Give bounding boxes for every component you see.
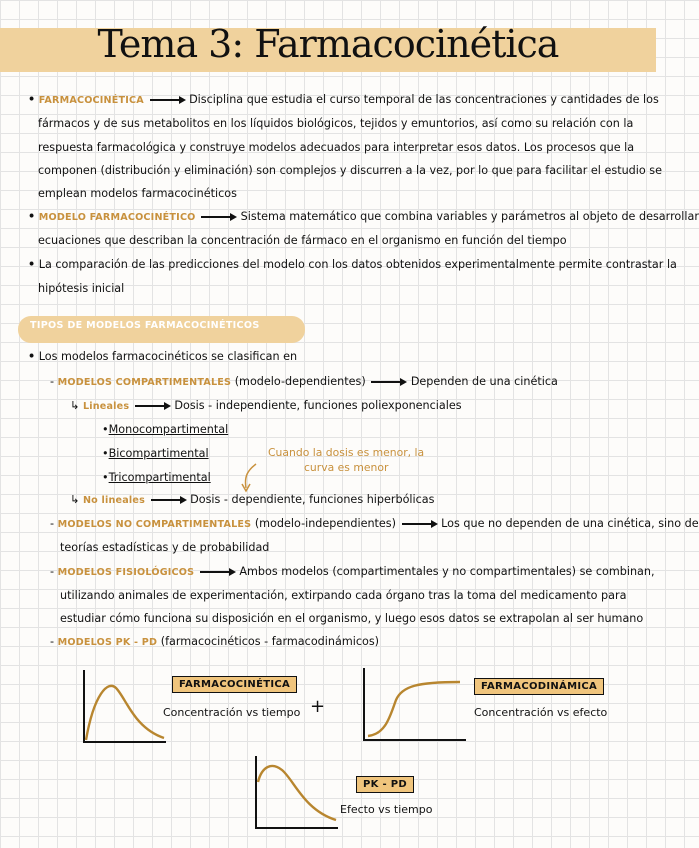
pk-curve-graph: [80, 666, 170, 746]
annotation-note: Cuando la dosis es menor, la curva es menor: [268, 446, 425, 474]
arrow-icon: [200, 571, 234, 573]
pkpd-caption: Efecto vs tiempo: [340, 803, 433, 816]
clasificacion-text: • Los modelos farmacocinéticos se clasifican en: [28, 350, 298, 363]
pkpd-label: PK - PD: [356, 776, 414, 793]
plus-sign: +: [310, 696, 326, 717]
modelo-definition: • MODELO FARMACOCINÉTICO Sistema matemático que combina variables y parámetros al objeto de desarrollar: [28, 210, 699, 223]
text-line: fármacos y de sus metabolitos en los líquidos biológicos, tejidos y emuntorios, así como su relación con la: [38, 117, 634, 130]
pd-label: FARMACODINÁMICA: [474, 678, 604, 695]
arrow-icon: [371, 381, 405, 383]
text-line: componen (distribución y eliminación) son complejos y discurren a la vez, por lo que para facilitar el estudio se: [38, 164, 662, 177]
modelo-keyword: MODELO FARMACOCINÉTICO: [38, 212, 196, 223]
section-title: TIPOS DE MODELOS FARMACOCINÉTICOS: [30, 320, 260, 331]
text-line: ecuaciones que describan la concentración de fármaco en el organismo en función del tiempo: [38, 234, 567, 247]
pd-curve-graph: [360, 664, 470, 744]
text-line: estudiar cómo funciona su disposición en el organismo, y luego esos datos se extrapolan al ser humano: [60, 612, 644, 625]
arrow-icon: [135, 405, 169, 407]
arrow-icon: [151, 499, 185, 501]
text-line: emplean modelos farmacocinéticos: [38, 187, 237, 200]
lineales-item: ↳ Lineales Dosis - independiente, funciones poliexponenciales: [70, 399, 462, 412]
page-title: Tema 3: Farmacocinética: [97, 22, 559, 66]
compartimentales-item: - MODELOS COMPARTIMENTALES (modelo-dependientes) Dependen de una cinética: [50, 375, 558, 388]
monocompartimental-item: •Monocompartimental: [102, 423, 229, 436]
sub-arrow-icon: ↳: [70, 493, 80, 506]
comparacion-text: • La comparación de las predicciones del modelo con los datos obtenidos experimentalmente permite contrastar la: [28, 258, 677, 271]
sub-arrow-icon: ↳: [70, 399, 80, 412]
text-line: teorías estadísticas y de probabilidad: [60, 541, 270, 554]
pk-label: FARMACOCINÉTICA: [172, 676, 297, 693]
text-line: hipótesis inicial: [38, 282, 125, 295]
pkpd-item: - MODELOS PK - PD (farmacocinéticos - farmacodinámicos): [50, 635, 380, 648]
pkpd-curve-graph: [252, 752, 342, 832]
tricompartimental-item: •Tricompartimental: [102, 471, 211, 484]
bicompartimental-item: •Bicompartimental: [102, 447, 209, 460]
arrow-icon: [150, 99, 184, 101]
arrow-icon: [402, 523, 436, 525]
text-line: utilizando animales de experimentación, extirpando cada órgano tras la toma del medicamento para: [60, 589, 627, 602]
text-line: respuesta farmacológica y construye modelos adecuados para interpretar esos datos. Los procesos que la: [38, 141, 635, 154]
farmacocinetica-definition: • FARMACOCINÉTICA Disciplina que estudia el curso temporal de las concentraciones y cantidades de los: [28, 93, 659, 106]
fisiologicos-item: - MODELOS FISIOLÓGICOS Ambos modelos (compartimentales y no compartimentales) se combinan,: [50, 565, 655, 578]
pk-caption: Concentración vs tiempo: [163, 706, 301, 719]
no-compartimentales-item: - MODELOS NO COMPARTIMENTALES (modelo-independientes) Los que no dependen de una cinética, sino de: [50, 517, 699, 530]
no-lineales-item: ↳ No lineales Dosis - dependiente, funciones hiperbólicas: [70, 493, 435, 506]
pd-caption: Concentración vs efecto: [474, 706, 608, 719]
arrow-icon: [201, 216, 235, 218]
farmacocinetica-keyword: FARMACOCINÉTICA: [38, 95, 144, 106]
